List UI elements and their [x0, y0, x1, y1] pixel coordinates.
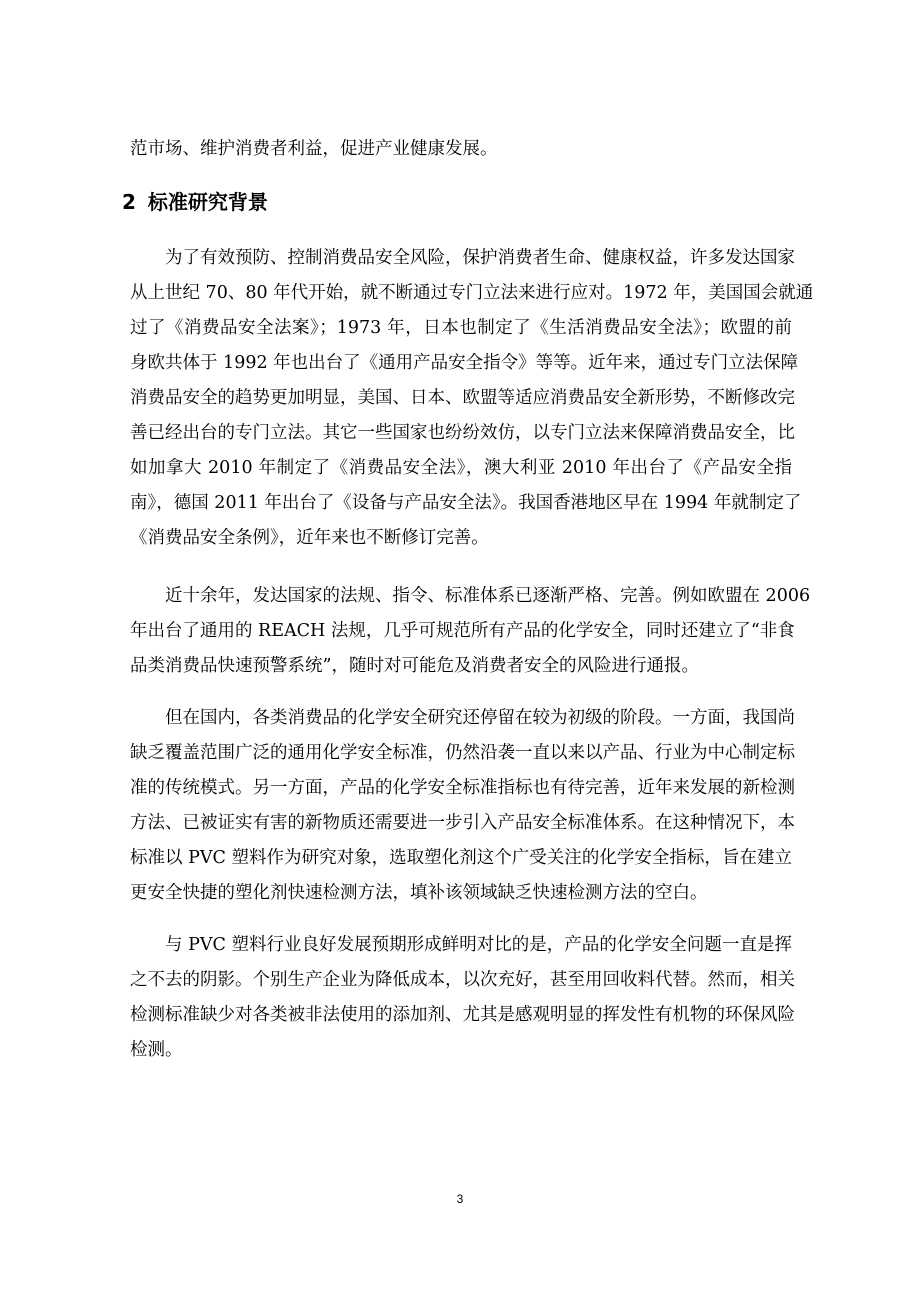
section-title: 标准研究背景	[147, 190, 268, 214]
text-line: 检测标准缺少对各类被非法使用的添加剂、尤其是感观明显的挥发性有机物的环保风险	[130, 1005, 795, 1025]
text-line: 身欧共体于 1992 年也出台了《通用产品安全指令》等等。近年来，通过专门立法保障	[130, 353, 799, 373]
text-line: 缺乏覆盖范围广泛的通用化学安全标准，仍然沿袭一直以来以产品、行业为中心制定标	[130, 743, 795, 763]
text-line: 过了《消费品安全法案》；1973 年，日本也制定了《生活消费品安全法》；欧盟的前	[130, 318, 792, 338]
intro-paragraph	[130, 132, 792, 167]
text-line: 近十余年，发达国家的法规、指令、标准体系已逐渐严格、完善。例如欧盟在 2006	[165, 586, 811, 606]
text-line: 《消费品安全条例》，近年来也不断修订完善。	[130, 528, 489, 548]
text-line: 更安全快捷的塑化剂快速检测方法，填补该领域缺乏快速检测方法的空白。	[130, 883, 708, 903]
text-line: 标准以 PVC 塑料作为研究对象，选取塑化剂这个广受关注的化学安全指标，旨在建立	[130, 848, 792, 868]
text-line: 与 PVC 塑料行业良好发展预期形成鲜明对比的是，产品的化学安全问题一直是挥	[165, 935, 792, 955]
paragraph-2	[130, 579, 811, 684]
page-number: 3	[456, 1192, 464, 1206]
paragraph-1	[130, 241, 814, 556]
text-line: 年出台了通用的 REACH 法规，几乎可规范所有产品的化学安全，同时还建立了“非食	[130, 621, 795, 641]
text-line: 如加拿大 2010 年制定了《消费品安全法》，澳大利亚 2010 年出台了《产品安全指	[130, 458, 792, 478]
text-line: 范市场、维护消费者利益，促进产业健康发展。	[130, 139, 498, 159]
text-line: 方法、已被证实有害的新物质还需要进一步引入产品安全标准体系。在这种情况下，本	[130, 813, 795, 833]
text-line: 准的传统模式。另一方面，产品的化学安全标准指标也有待完善，近年来发展的新检测	[130, 778, 795, 798]
section-number: 2	[122, 190, 136, 214]
text-line: 南》，德国 2011 年出台了《设备与产品安全法》。我国香港地区早在 1994 年就制定了	[130, 493, 802, 513]
text-line: 善已经出台的专门立法。其它一些国家也纷纷效仿，以专门立法来保障消费品安全，比	[130, 423, 795, 443]
text-line: 之不去的阴影。个别生产企业为降低成本，以次充好，甚至用回收料代替。然而，相关	[130, 970, 795, 990]
section-heading	[122, 188, 268, 216]
text-line: 品类消费品快速预警系统”，随时对可能危及消费者安全的风险进行通报。	[130, 656, 699, 676]
paragraph-4	[130, 928, 795, 1068]
paragraph-3	[130, 701, 795, 911]
text-line: 消费品安全的趋势更加明显，美国、日本、欧盟等适应消费品安全新形势，不断修改完	[130, 388, 795, 408]
text-line: 从上世纪 70、80 年代开始，就不断通过专门立法来进行应对。1972 年，美国国会就通	[130, 283, 814, 303]
text-line: 为了有效预防、控制消费品安全风险，保护消费者生命、健康权益，许多发达国家	[165, 248, 795, 268]
text-line: 检测。	[130, 1040, 183, 1060]
text-line: 但在国内，各类消费品的化学安全研究还停留在较为初级的阶段。一方面，我国尚	[165, 708, 795, 728]
